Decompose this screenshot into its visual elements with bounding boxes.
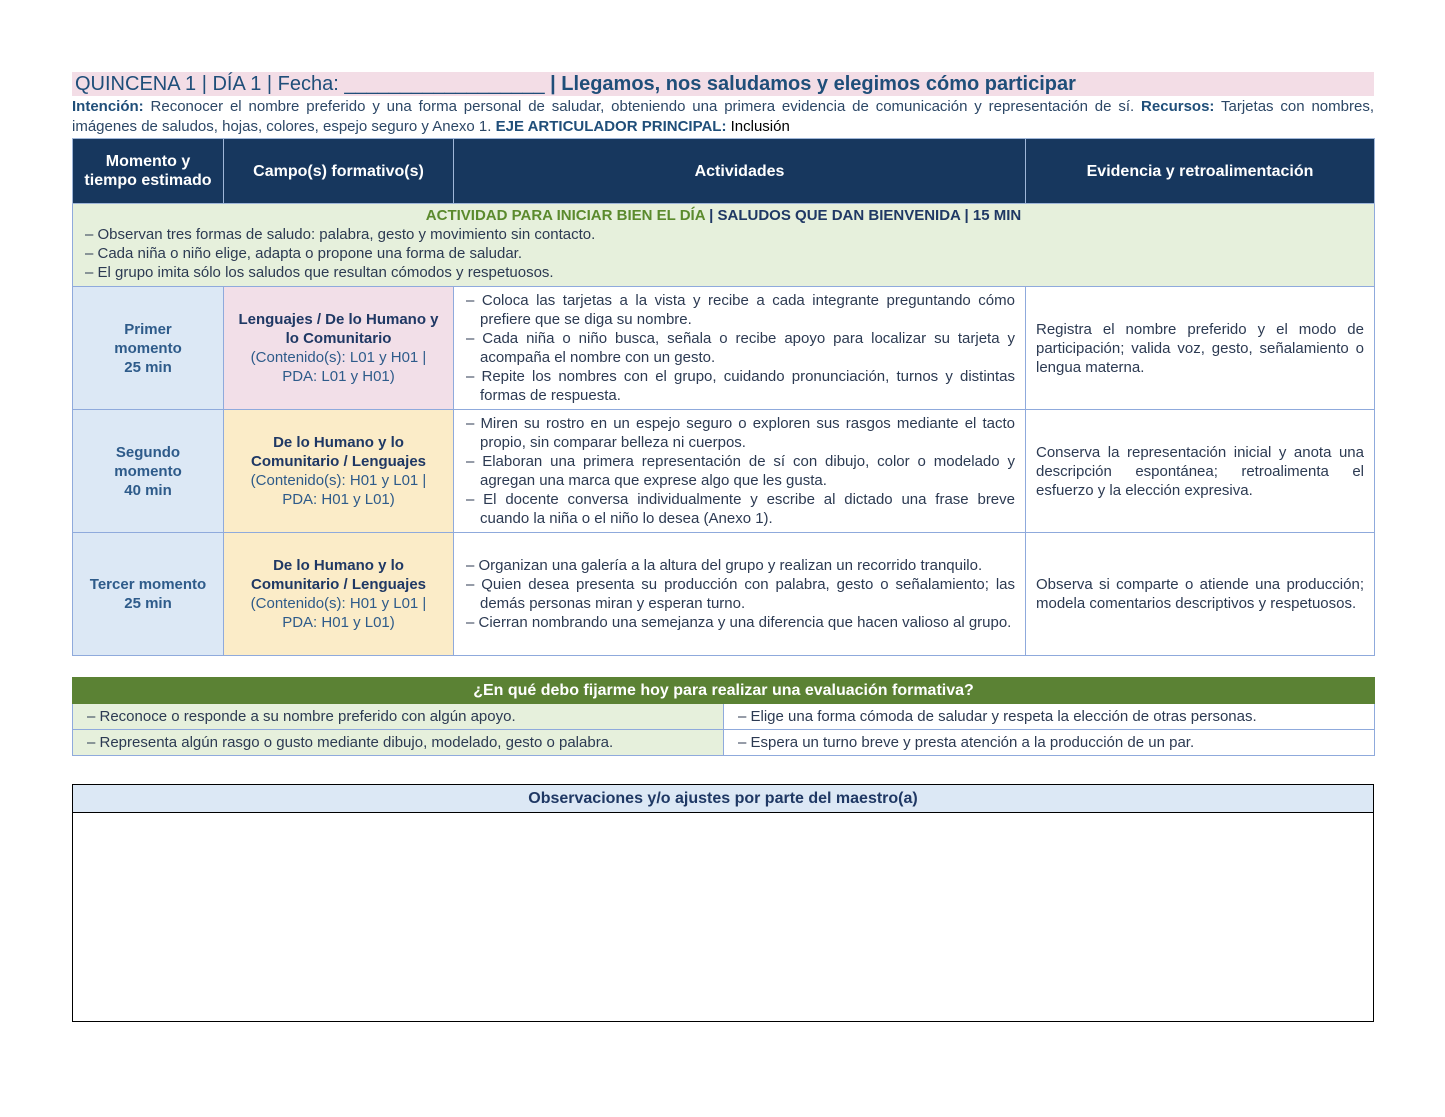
campo-title: Lenguajes / De lo Humano y lo Comunitario [238, 311, 439, 347]
evaluation-title: ¿En qué debo fijarme hoy para realizar una evaluación formativa? [73, 678, 1375, 704]
activity-item: – Cierran nombrando una semejanza y una diferencia que hacen valioso al grupo. [466, 614, 1012, 631]
moment-cell [73, 533, 224, 656]
activities-cell [454, 287, 1026, 410]
day-start-title-green: ACTIVIDAD PARA INICIAR BIEN EL DÍA [425, 207, 705, 224]
campo-cell [224, 533, 454, 656]
recursos-label: Recursos: [1141, 98, 1215, 115]
campo-detail: (Contenido(s): H01 y L01 | PDA: H01 y L01) [250, 595, 427, 631]
list-item: – Cada niña o niño elige, adapta o propone una forma de saludar. [85, 245, 522, 262]
evaluation-table [72, 677, 1375, 756]
evidence-cell: Conserva la representación inicial y anota una descripción espontánea; retroalimenta el esfuerzo y la elección expresiva. [1026, 410, 1375, 533]
intencion-label: Intención: [72, 98, 144, 115]
moment-label: Tercer momento [89, 576, 207, 593]
intencion-text: Reconocer el nombre preferido y una forma personal de saludar, obteniendo una primera evidencia de comunicación y representación de sí. [143, 98, 1142, 115]
campo-cell [224, 287, 454, 410]
evaluation-item: – Espera un turno breve y presta atención a la producción de un par. [724, 730, 1375, 756]
moment-cell [73, 287, 224, 410]
header-campo: Campo(s) formativo(s) [224, 139, 454, 204]
header-momento: Momento y tiempo estimado [73, 139, 224, 204]
activity-item: – Elaboran una primera representación de sí con dibujo, color o modelado y agregan una marca que exprese algo que les gusta. [466, 453, 1015, 489]
evaluation-item: – Representa algún rasgo o gusto mediante dibujo, modelado, gesto o palabra. [73, 730, 724, 756]
day-start-row [73, 204, 1375, 287]
list-item: – El grupo imita sólo los saludos que resultan cómodos y respetuosos. [85, 264, 554, 281]
list-item: – Observan tres formas de saludo: palabra, gesto y movimiento sin contacto. [85, 226, 596, 243]
moment-duration: 40 min [124, 481, 172, 499]
campo-cell [224, 410, 454, 533]
activity-item: – Repite los nombres con el grupo, cuidando pronunciación, turnos y distintas formas de respuesta. [466, 368, 1015, 404]
campo-title: De lo Humano y lo Comunitario / Lenguajes [250, 434, 427, 470]
table-row [73, 410, 1375, 533]
activity-item: – Cada niña o niño busca, señala o recibe apoyo para localizar su tarjeta y acompaña el nombre con un gesto. [466, 330, 1015, 366]
observations-area[interactable] [73, 813, 1373, 1020]
activity-item: – Miren su rostro en un espejo seguro o exploren sus rasgos mediante el tacto propio, sin comparar belleza ni cuerpos. [466, 415, 1015, 451]
activity-item: – Organizan una galería a la altura del grupo y realizan un recorrido tranquilo. [466, 557, 983, 574]
campo-detail: (Contenido(s): H01 y L01 | PDA: H01 y L01) [250, 472, 427, 508]
evidence-cell: Observa si comparte o atiende una producción; modela comentarios descriptivos y respetuosos. [1026, 533, 1375, 656]
moment-label: Segundo [115, 443, 181, 461]
evidence-cell: Registra el nombre preferido y el modo de participación; valida voz, gesto, señalamiento o lengua materna. [1026, 287, 1375, 410]
planning-table [72, 138, 1375, 656]
intro-paragraph [72, 97, 1374, 136]
day-start-cell [73, 204, 1375, 287]
table-row [73, 533, 1375, 656]
activity-item: – Coloca las tarjetas a la vista y recibe a cada integrante preguntando cómo prefiere que se diga su nombre. [466, 292, 1015, 328]
moment-cell [73, 410, 224, 533]
campo-detail: (Contenido(s): L01 y H01 | PDA: L01 y H01) [250, 349, 427, 385]
observations-box [72, 784, 1374, 1022]
observations-title: Observaciones y/o ajustes por parte del maestro(a) [73, 785, 1373, 813]
recursos-text: Tarjetas con nombres, imágenes de saludos, hojas, colores, espejo seguro y Anexo 1. [72, 98, 1374, 135]
eje-label: EJE ARTICULADOR PRINCIPAL: [495, 117, 727, 135]
activity-item: – El docente conversa individualmente y escribe al dictado una frase breve cuando la niña o el niño lo desea (Anexo 1). [466, 491, 1015, 527]
moment-label: momento [114, 462, 182, 480]
eje-text: Inclusión [726, 117, 790, 135]
table-row [73, 287, 1375, 410]
evaluation-item: – Reconoce o responde a su nombre preferido con algún apoyo. [73, 704, 724, 730]
table-header-row [73, 139, 1375, 204]
page-title [72, 72, 1374, 96]
moment-duration: 25 min [124, 358, 172, 376]
day-start-title-rest: | SALUDOS QUE DAN BIENVENIDA | 15 MIN [704, 207, 1022, 224]
campo-title: De lo Humano y lo Comunitario / Lenguajes [250, 557, 427, 593]
moment-label: momento [114, 339, 182, 357]
day-start-title [85, 206, 1362, 225]
moment-label: Primer [124, 320, 172, 338]
title-suffix: | Llegamos, nos saludamos y elegimos cómo participar [544, 73, 1076, 95]
date-blank: __________________ [344, 73, 545, 95]
header-evidencia: Evidencia y retroalimentación [1026, 139, 1375, 204]
activities-cell [454, 410, 1026, 533]
activity-item: – Quien desea presenta su producción con palabra, gesto o señalamiento; las demás personas miran y esperan turno. [466, 576, 1015, 612]
moment-duration: 25 min [124, 595, 172, 612]
activities-cell [454, 533, 1026, 656]
page [72, 72, 1374, 656]
evaluation-item: – Elige una forma cómoda de saludar y respeta la elección de otras personas. [724, 704, 1375, 730]
header-actividades: Actividades [454, 139, 1026, 204]
title-prefix: QUINCENA 1 | DÍA 1 | Fecha: [75, 73, 345, 95]
